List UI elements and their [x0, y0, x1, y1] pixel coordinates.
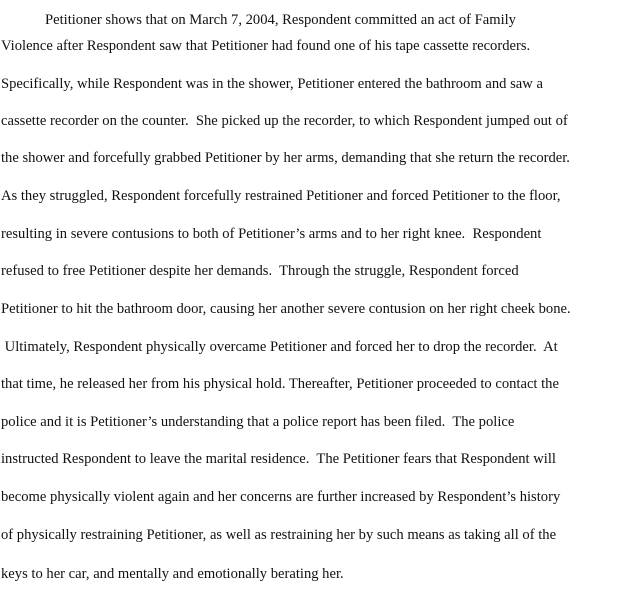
text-line: refused to free Petitioner despite her demands. Through the struggle, Respondent forced — [1, 263, 519, 279]
text-line: resulting in severe contusions to both of Petitioner’s arms and to her right knee. Respondent — [1, 226, 542, 242]
text-line: keys to her car, and mentally and emotionally berating her. — [1, 566, 344, 582]
text-line: of physically restraining Petitioner, as well as restraining her by such means as taking all of the — [1, 527, 557, 543]
text-line: Petitioner to hit the bathroom door, causing her another severe contusion on her right cheek bone. — [1, 301, 571, 317]
text-line: Petitioner shows that on March 7, 2004, Respondent committed an act of Family — [45, 12, 516, 28]
text-line: Violence after Respondent saw that Petitioner had found one of his tape cassette recorders. — [1, 38, 531, 54]
text-line: As they struggled, Respondent forcefully restrained Petitioner and forced Petitioner to the floor, — [1, 188, 561, 204]
text-line: instructed Respondent to leave the marital residence. The Petitioner fears that Respondent will — [1, 451, 556, 467]
text-line: the shower and forcefully grabbed Petitioner by her arms, demanding that she return the recorder. — [1, 150, 570, 166]
text-line: Ultimately, Respondent physically overcame Petitioner and forced her to drop the recorder. At — [1, 339, 558, 355]
text-line: become physically violent again and her concerns are further increased by Respondent’s history — [1, 489, 561, 505]
text-line: Specifically, while Respondent was in the shower, Petitioner entered the bathroom and saw a — [1, 76, 543, 92]
text-line: cassette recorder on the counter. She picked up the recorder, to which Respondent jumped out of — [1, 113, 568, 129]
text-line: police and it is Petitioner’s understanding that a police report has been filed. The police — [1, 414, 515, 430]
text-line: that time, he released her from his physical hold. Thereafter, Petitioner proceeded to contact the — [1, 376, 559, 392]
